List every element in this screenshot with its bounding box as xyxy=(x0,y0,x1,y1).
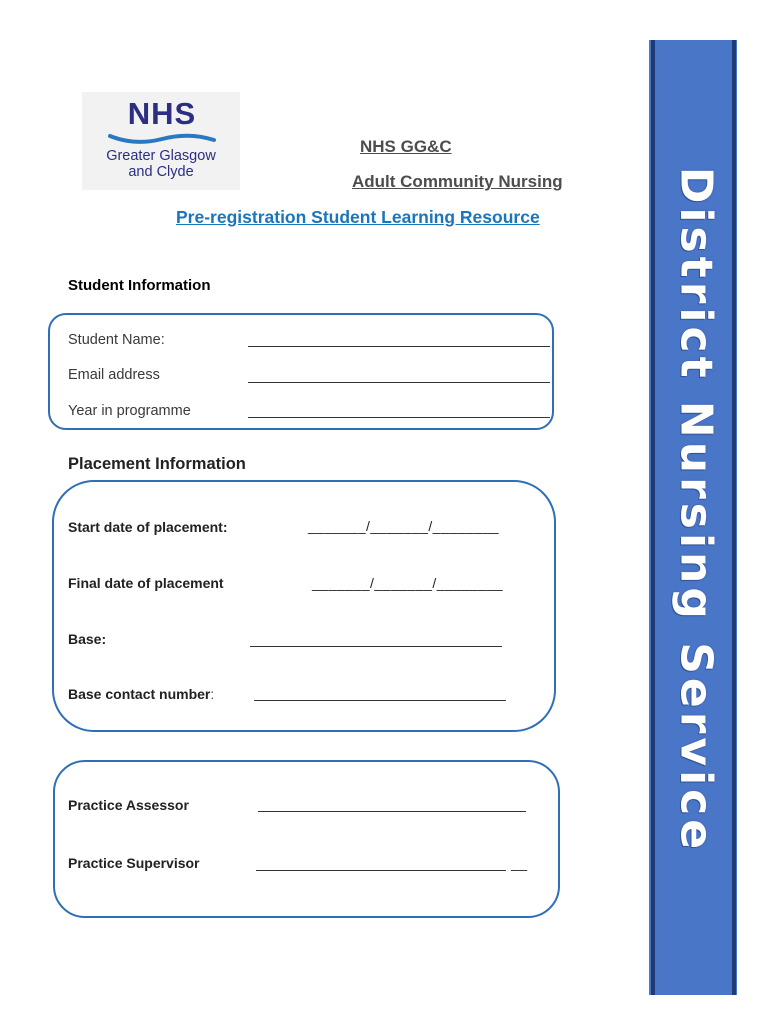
document-title: Pre-registration Student Learning Resource xyxy=(176,207,540,227)
banner-border-left xyxy=(651,40,655,995)
year-label: Year in programme xyxy=(68,403,191,419)
dept-heading: Adult Community Nursing xyxy=(352,172,563,191)
base-label: Base: xyxy=(68,631,107,647)
logo-line1: Greater Glasgow xyxy=(106,148,216,164)
student-name-label: Student Name: xyxy=(68,332,165,348)
banner-text: District Nursing Service xyxy=(670,166,722,854)
practice-assessor-label: Practice Assessor xyxy=(68,797,189,813)
email-label: Email address xyxy=(68,367,160,383)
practice-supervisor-trail: __ xyxy=(511,855,528,871)
logo-wave-icon xyxy=(108,130,216,146)
base-contact-field[interactable] xyxy=(254,700,506,701)
year-field[interactable] xyxy=(248,417,550,418)
final-date-field[interactable]: _______/_______/________ xyxy=(312,575,504,591)
student-name-field[interactable] xyxy=(248,346,550,347)
base-contact-label xyxy=(68,686,214,702)
practice-supervisor-field[interactable] xyxy=(256,870,506,871)
logo-line2: and Clyde xyxy=(128,164,194,180)
banner-border-right xyxy=(732,40,736,995)
practice-supervisor-label: Practice Supervisor xyxy=(68,855,200,871)
email-field[interactable] xyxy=(248,382,550,383)
start-date-label: Start date of placement: xyxy=(68,519,228,535)
base-contact-text: Base contact number xyxy=(68,686,211,702)
student-info-heading: Student Information xyxy=(68,277,211,294)
start-date-field[interactable]: _______/_______/________ xyxy=(308,518,500,534)
assessor-box xyxy=(53,760,560,918)
nhs-logo xyxy=(82,92,240,190)
base-field[interactable] xyxy=(250,646,502,647)
final-date-label: Final date of placement xyxy=(68,575,224,591)
placement-info-heading: Placement Information xyxy=(68,455,246,473)
practice-assessor-field[interactable] xyxy=(258,811,526,812)
logo-brand: NHS xyxy=(127,96,197,131)
base-contact-colon: : xyxy=(210,686,215,702)
org-heading: NHS GG&C xyxy=(360,137,452,156)
